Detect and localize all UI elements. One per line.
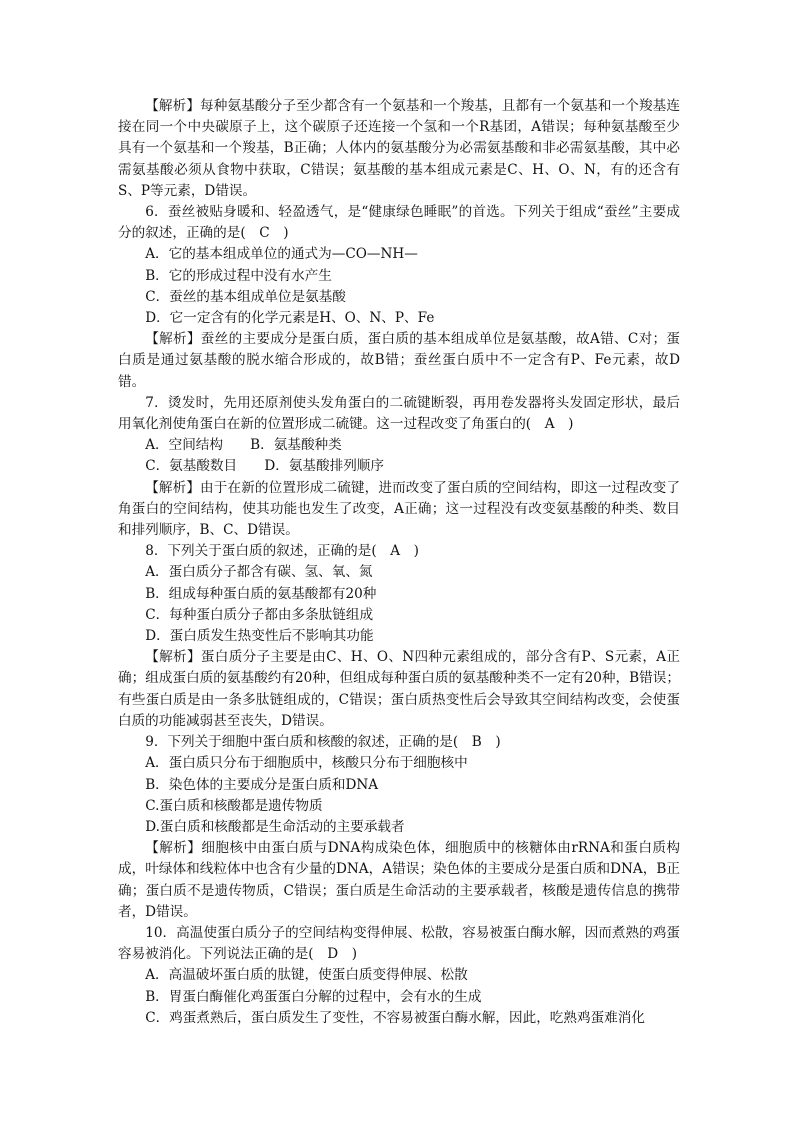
option-c: C．鸡蛋煮熟后，蛋白质发生了变性，不容易被蛋白酶水解，因此，吃熟鸡蛋难消化 (145, 1009, 645, 1026)
option-d: D．氨基酸排列顺序 (264, 458, 384, 475)
option-b: B．胃蛋白酶催化鸡蛋蛋白分解的过程中，会有水的生成 (145, 988, 482, 1005)
option-c: C．蚕丝的基本组成单位是氨基酸 (145, 288, 346, 305)
analysis: 【解析】蚕丝的主要成分是蛋白质，蛋白质的基本组成单位是氨基酸，故A错、C对；蛋白质是通过氨基酸的脱水缩合形成的，故B错；蚕丝蛋白质中不一定含有P、Fe元素，故D错。 (118, 331, 680, 390)
question-7 (118, 393, 680, 541)
option-a: A．空间结构 (145, 437, 223, 454)
question-stem: 10．高温使蛋白质分子的空间结构变得伸展、松散，容易被蛋白酶水解，因而煮熟的鸡蛋容易被消化。下列说法正确的是( D ) (118, 924, 680, 963)
option-b: B．组成每种蛋白质的氨基酸都有20种 (145, 585, 377, 602)
document-page (118, 96, 680, 1029)
analysis: 【解析】蛋白质分子主要是由C、H、O、N四种元素组成的，部分含有P、S元素，A正确；组成蛋白质的氨基酸约有20种，但组成每种蛋白质的氨基酸种类不一定有20种，B错误；有些蛋白质是由一条多肽链组成的，C错误；蛋白质热变性后会导致其空间结构改变，会使蛋白质的功能减弱甚至丧失，D错误。 (118, 649, 680, 729)
analysis: 【解析】由于在新的位置形成二硫键，进而改变了蛋白质的空间结构，即这一过程改变了角蛋白的空间结构，使其功能也发生了改变，A正确；这一过程没有改变氨基酸的种类、数目和排列顺序，B、C、D错误。 (118, 479, 680, 539)
question-9 (118, 732, 680, 923)
analysis-q5: 【解析】每种氨基酸分子至少都含有一个氨基和一个羧基，且都有一个氨基和一个羧基连接在同一个中央碳原子上，这个碳原子还连接一个氢和一个R基团，A错误；每种氨基酸至少具有一个氨基和一个羧基，B正确；人体内的氨基酸分为必需氨基酸和非必需氨基酸，其中必需氨基酸必须从食物中获取，C错误；氨基酸的基本组成元素是C、H、O、N，有的还含有S、P等元素，D错误。 (118, 98, 680, 199)
option-row-ab (118, 435, 680, 456)
option-a: A．高温破坏蛋白质的肽键，使蛋白质变得伸展、松散 (145, 967, 468, 984)
option-a: A．蛋白质分子都含有碳、氢、氧、氮 (145, 564, 373, 581)
option-row-cd (118, 456, 680, 477)
option-b: B．它的形成过程中没有水产生 (145, 267, 332, 284)
question-10 (118, 923, 680, 1029)
question-stem: 6．蚕丝被贴身暖和、轻盈透气，是“健康绿色睡眠”的首选。下列关于组成“蚕丝”主要成分的叙述，正确的是( C ) (118, 204, 680, 242)
option-a: A．它的基本组成单位的通式为—CO—NH— (145, 246, 418, 263)
question-6 (118, 202, 680, 393)
option-a: A．蛋白质只分布于细胞质中，核酸只分布于细胞核中 (145, 755, 468, 772)
option-d: D.蛋白质和核酸都是生命活动的主要承载者 (145, 818, 405, 835)
question-stem: 9．下列关于细胞中蛋白质和核酸的叙述，正确的是( B ) (145, 734, 501, 751)
option-d: D．蛋白质发生热变性后不影响其功能 (145, 628, 374, 645)
question-stem: 8．下列关于蛋白质的叙述，正确的是( A ) (145, 543, 419, 560)
question-stem: 7．烫发时，先用还原剂使头发角蛋白的二硫键断裂，再用卷发器将头发固定形状，最后用氧化剂使角蛋白在新的位置形成二硫键。这一过程改变了角蛋白的( A ) (118, 394, 680, 433)
option-c: C．每种蛋白质分子都由多条肽链组成 (145, 606, 374, 623)
question-8 (118, 541, 680, 732)
option-c: C．氨基酸数目 (145, 458, 238, 475)
analysis: 【解析】细胞核中由蛋白质与DNA构成染色体，细胞质中的核糖体由rRNA和蛋白质构成，叶绿体和线粒体中也含有少量的DNA，A错误；染色体的主要成分是蛋白质和DNA，B正确；蛋白质不是遗传物质，C错误；蛋白质是生命活动的主要承载者，核酸是遗传信息的携带者，D错误。 (118, 840, 680, 920)
option-c: C.蛋白质和核酸都是遗传物质 (145, 797, 323, 814)
option-d: D．它一定含有的化学元素是H、O、N、P、Fe (145, 310, 435, 327)
option-b: B．染色体的主要成分是蛋白质和DNA (145, 776, 379, 793)
option-b: B．氨基酸种类 (250, 437, 342, 454)
